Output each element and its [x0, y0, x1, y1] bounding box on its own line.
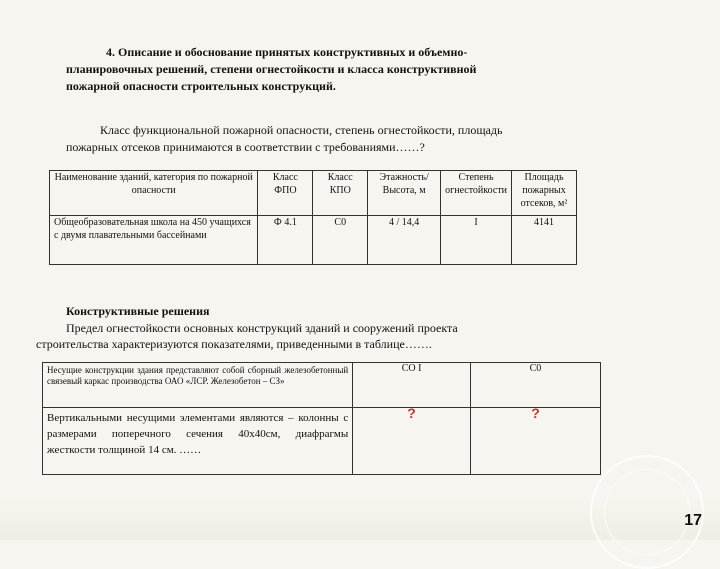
fpo-cell: Ф 4.1: [258, 216, 313, 265]
fire-resistance-table: [42, 362, 601, 475]
header-cell: Класс ФПО: [258, 171, 313, 216]
structural-title: Конструктивные решения: [66, 304, 210, 318]
structure-desc-cell: Вертикальными несущими элементами являются – колонны с размерами поперечного сечения 40х40см, диафрагмы жесткости толщиной 14 см. ……: [43, 408, 353, 475]
structural-paragraph: Предел огнестойкости основных конструкций зданий и сооружений проекта строительства характеризуются показателями, приведенными в таблице…….: [36, 321, 458, 351]
table-row: [50, 216, 577, 265]
floors-cell: 4 / 14,4: [368, 216, 441, 265]
value-cell: С0: [470, 363, 600, 408]
header-cell: Этажность/ Высота, м: [368, 171, 441, 216]
degree-cell: I: [441, 216, 512, 265]
value-cell: [470, 405, 600, 475]
fire-safety-table: [49, 170, 577, 265]
intro-paragraph: Класс функциональной пожарной опасности, степень огнестойкости, площадь пожарных отсеков принимаются в соответствии с требованиями……?: [66, 123, 503, 154]
value-cell: [353, 405, 471, 475]
header-cell: Класс КПО: [313, 171, 368, 216]
section-heading: 4. Описание и обоснование принятых конструктивных и объемно- планировочных решений, степени огнестойкости и класса конструктивной пожарной опасности строительных конструкций.: [66, 45, 477, 93]
table-row: [43, 363, 601, 408]
header-cell: Площадь пожарных отсеков, м²: [512, 171, 577, 216]
area-cell: 4141: [512, 216, 577, 265]
question-mark: ?: [407, 405, 416, 421]
structure-desc-cell: Несущие конструкции здания представляют собой сборный железобетонный связевый каркас производства ОАО «ЛСР. Железобетон – СЗ»: [43, 363, 353, 408]
kpo-cell: С0: [313, 216, 368, 265]
table-row: [43, 408, 601, 475]
building-name-cell: Общеобразовательная школа на 450 учащихся с двумя плавательными бассейнами: [50, 216, 258, 265]
header-cell: Наименование зданий, категория по пожарной опасности: [50, 171, 258, 216]
question-mark: ?: [531, 405, 540, 421]
table-header-row: [50, 171, 577, 216]
header-cell: Степень огнестойкости: [441, 171, 512, 216]
page-number: 17: [684, 512, 702, 529]
value-cell: СО I: [353, 363, 471, 408]
